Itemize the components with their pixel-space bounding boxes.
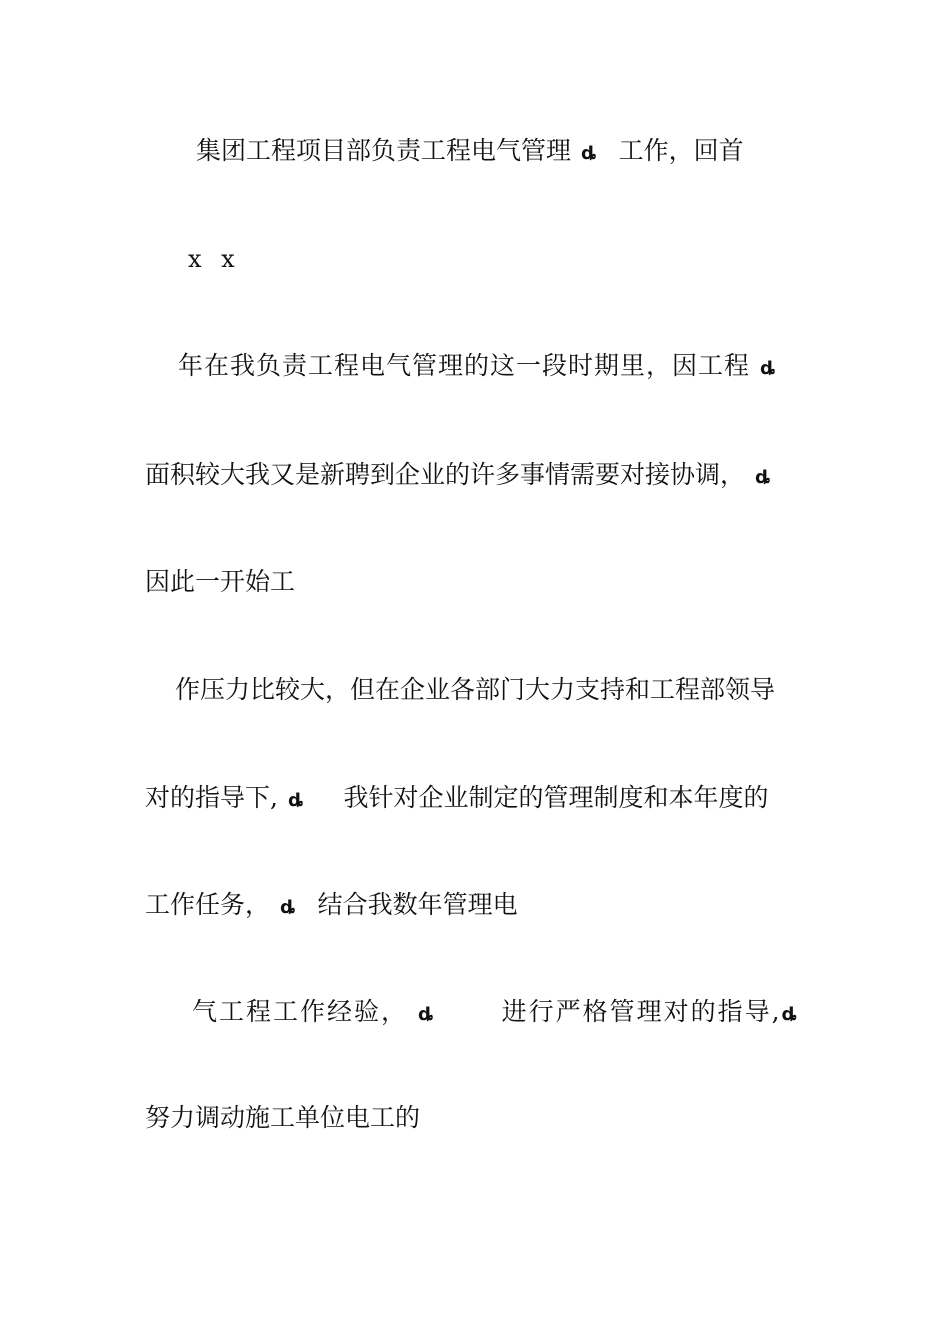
glyph-mark: ȡ [755,467,771,488]
text-line-8 [145,890,518,923]
text-line-6: 作压力比较大，但在企业各部门大力支持和工程部领导 [175,675,776,704]
text-line-4 [145,460,771,493]
text-line-10: 努力调动施工单位电工的 [145,1103,421,1132]
line-9-middle: 进行严格管理对的指导, [501,997,782,1026]
line-1-text: 集团工程项目部负责工程电气管理 [196,136,572,165]
glyph-mark: ȡ [760,358,777,379]
text-line-7 [145,783,769,816]
text-line-9 [192,997,799,1030]
line-7-text: 对的指导下, [145,783,278,812]
glyph-mark: ȡ [280,897,296,918]
line-9-text: 气工程工作经验， [192,997,409,1026]
glyph-mark: ȡ [581,143,597,164]
line-1-tail: 工作，回首 [618,136,744,165]
text-line-3 [178,351,777,384]
text-line-5: 因此一开始工 [145,567,296,596]
glyph-mark: ȡ [418,1004,436,1025]
text-line-1 [196,136,744,169]
text-line-2: x x [188,245,241,273]
line-8-text: 工作任务， [145,890,271,919]
glyph-mark: ȡ [287,790,304,811]
line-7-tail: 我针对企业制定的管理制度和本年度的 [343,783,769,812]
glyph-mark: ȡ [781,1004,800,1025]
line-8-tail: 结合我数年管理电 [317,890,518,919]
line-4-text: 面积较大我又是新聘到企业的许多事情需要对接协调， [145,460,746,489]
line-3-text: 年在我负责工程电气管理的这一段时期里，因工程 [178,351,751,380]
